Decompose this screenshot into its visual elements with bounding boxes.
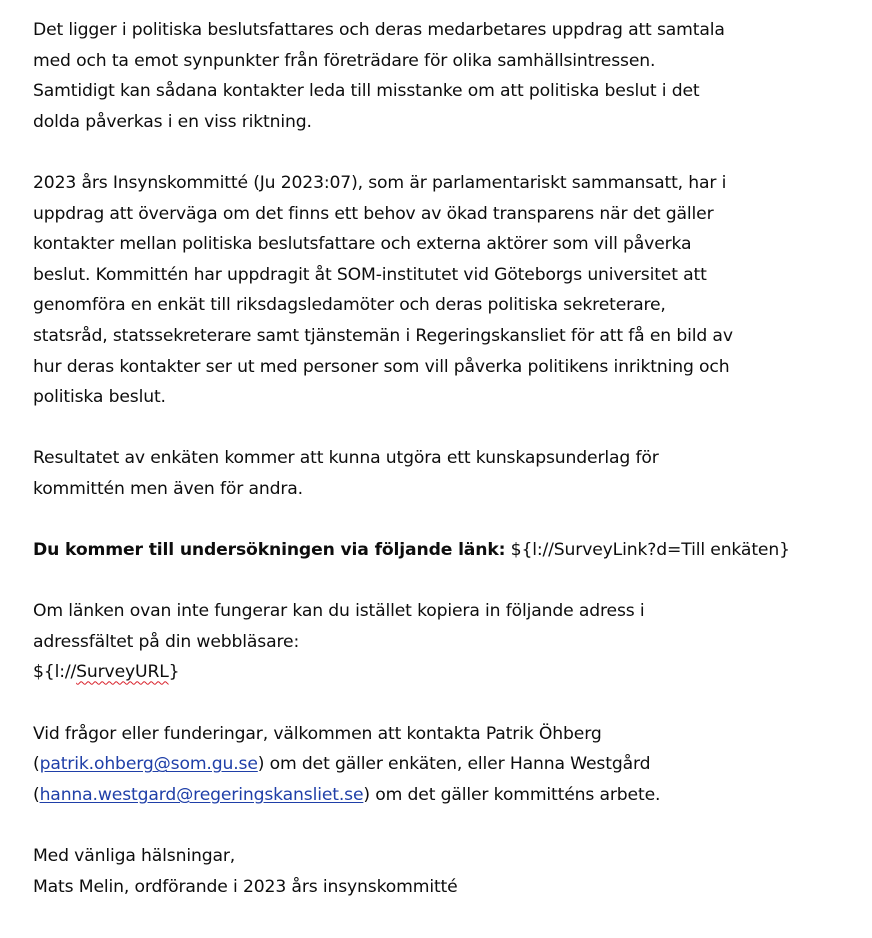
email-link-patrik[interactable]: patrik.ohberg@som.gu.se — [39, 754, 258, 775]
text-line — [33, 780, 853, 811]
text-line: dolda påverkas i en viss riktning. — [33, 111, 312, 132]
text-line: beslut. Kommittén har uppdragit åt SOM-institutet vid Göteborgs universitet att — [33, 264, 707, 285]
text-line: Om länken ovan inte fungerar kan du istället kopiera in följande adress i — [33, 601, 645, 622]
survey-link-paragraph — [33, 535, 853, 566]
text-line — [33, 535, 853, 566]
text-line: Vid frågor eller funderingar, välkommen att kontakta Patrik Öhberg — [33, 723, 602, 744]
spellcheck-flagged-word: SurveyURL — [76, 662, 169, 683]
results-paragraph — [33, 443, 853, 504]
survey-url-placeholder — [33, 657, 853, 688]
survey-link-placeholder: ${l://SurveyLink?d=Till enkäten} — [505, 540, 790, 561]
paren-open: ( — [33, 784, 40, 805]
text-line: 2023 års Insynskommitté (Ju 2023:07), som är parlamentariskt sammansatt, har i — [33, 172, 727, 193]
contact-text: ) om det gäller enkäten, eller Hanna Westgård — [257, 754, 651, 775]
url-prefix: ${l:// — [33, 662, 77, 683]
greeting: Med vänliga hälsningar, — [33, 846, 236, 867]
committee-paragraph — [33, 168, 853, 413]
text-line: Det ligger i politiska beslutsfattares och deras medarbetares uppdrag att samtala — [33, 20, 725, 40]
survey-link-intro: Du kommer till undersökningen via följande länk: — [33, 540, 506, 561]
text-line: Samtidigt kan sådana kontakter leda till misstanke om att politiska beslut i det — [33, 81, 700, 102]
text-line: Resultatet av enkäten kommer att kunna utgöra ett kunskapsunderlag för — [33, 448, 659, 469]
paren-open: ( — [33, 754, 40, 775]
fallback-paragraph — [33, 596, 853, 688]
contact-text: ) om det gäller kommitténs arbete. — [363, 784, 661, 805]
text-line: genomföra en enkät till riksdagsledamöter och deras politiska sekreterare, — [33, 295, 666, 316]
signoff-paragraph — [33, 841, 853, 902]
text-line: adressfältet på din webbläsare: — [33, 631, 300, 652]
text-line: hur deras kontakter ser ut med personer som vill påverka politikens inriktning och — [33, 356, 730, 377]
text-line: kontakter mellan politiska beslutsfattare och externa aktörer som vill påverka — [33, 234, 692, 255]
document-body — [33, 15, 853, 902]
url-suffix: } — [168, 662, 180, 683]
text-line: med och ta emot synpunkter från företrädare för olika samhällsintressen. — [33, 50, 656, 71]
text-line: kommittén men även för andra. — [33, 478, 303, 499]
text-line: statsråd, statssekreterare samt tjänstemän i Regeringskansliet för att få en bild av — [33, 325, 733, 346]
text-line — [33, 749, 853, 780]
signature: Mats Melin, ordförande i 2023 års insynskommitté — [33, 876, 458, 897]
contact-paragraph — [33, 719, 853, 811]
email-link-hanna[interactable]: hanna.westgard@regeringskansliet.se — [39, 784, 364, 805]
text-line: uppdrag att överväga om det finns ett behov av ökad transparens när det gäller — [33, 203, 714, 224]
text-line: politiska beslut. — [33, 387, 166, 408]
intro-paragraph — [33, 15, 853, 137]
